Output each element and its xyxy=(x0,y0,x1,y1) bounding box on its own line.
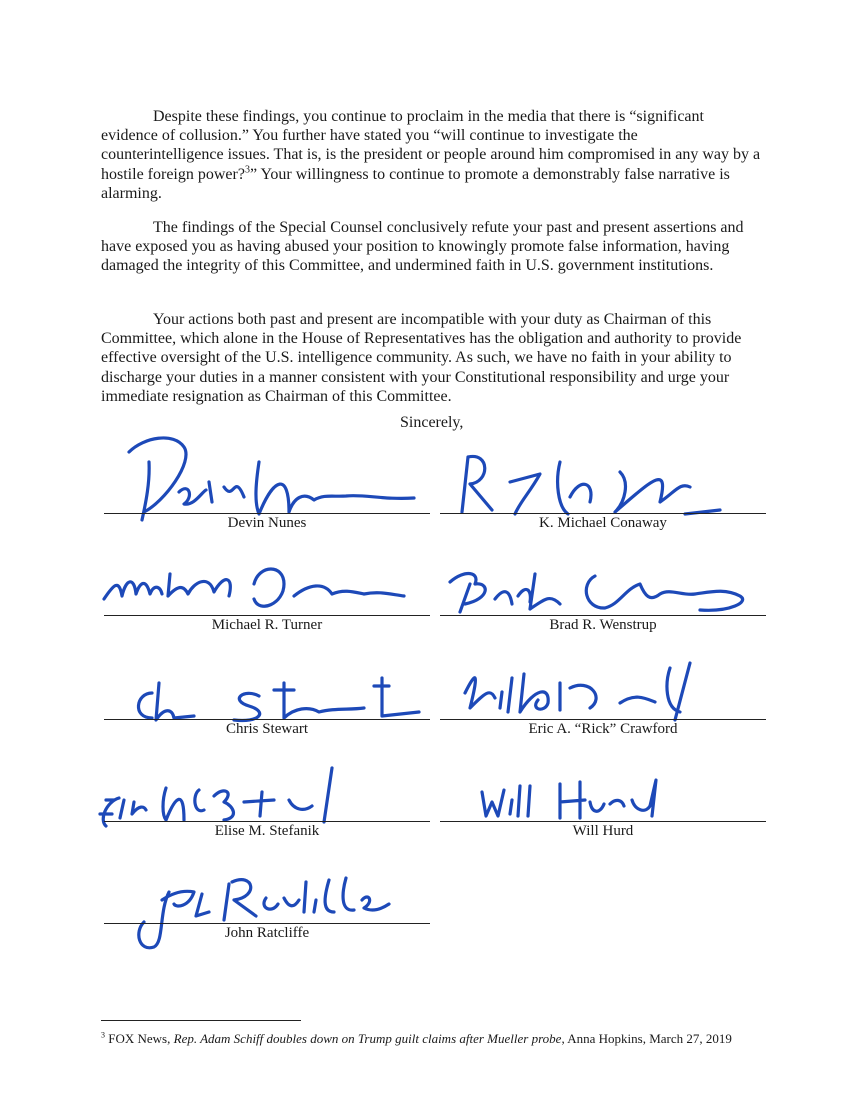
signatory-name: Eric A. “Rick” Crawford xyxy=(528,721,678,737)
paragraph-1-text-b: ” Your willingness to continue to promote a demonstrably false narrative is alarming. xyxy=(101,165,730,202)
paragraph-3: Your actions both past and present are incompatible with your duty as Chairman of this Committee, which alone in the House of Representatives has the obligation and authority to provide effective oversight of the U.S. intelligence community. As such, we have no faith in your ability to discharge your duties in a manner consistent with your Constitutional responsibility and urge your immediate resignation as Chairman of this Committee. xyxy=(101,311,742,405)
paragraph-2: The findings of the Special Counsel conclusively refute your past and present assertions and have exposed you as having abused your position to knowingly promote false information, having damaged the integrity of this Committee, and undermined faith in U.S. government institutions. xyxy=(101,219,744,275)
footnote xyxy=(101,1031,766,1047)
signatory-name: Brad R. Wenstrup xyxy=(549,617,657,633)
signature-block-ratcliffe xyxy=(104,882,430,942)
closing-salutation: Sincerely, xyxy=(400,414,464,431)
signatory-name: Will Hurd xyxy=(572,823,634,839)
signatory-name: John Ratcliffe xyxy=(224,925,310,941)
signatory-name: K. Michael Conaway xyxy=(539,515,667,531)
footnote-title: Rep. Adam Schiff doubles down on Trump guilt claims after Mueller probe xyxy=(173,1031,562,1046)
paragraph-1-text-a: Despite these findings, you continue to proclaim in the media that there is “significant evidence of collusion.” You further have stated you “will continue to investigate the counterintelligence issues. That is, is the president or people around him compromised in any way by a hostile foreign power? xyxy=(101,108,761,183)
signatory-name: Michael R. Turner xyxy=(211,617,323,633)
paragraph-1 xyxy=(101,107,763,203)
signatory-name: Elise M. Stefanik xyxy=(214,823,320,839)
footnote-divider xyxy=(101,1020,301,1021)
footnote-number: 3 xyxy=(101,1030,105,1040)
signatory-name: Chris Stewart xyxy=(225,721,309,737)
signatory-name: Devin Nunes xyxy=(227,515,307,531)
footnote-ref[interactable]: 3 xyxy=(244,164,250,176)
footnote-source: FOX News, xyxy=(108,1031,174,1046)
signature-line xyxy=(440,821,766,822)
signature-block-hurd xyxy=(440,780,766,840)
signature-line xyxy=(104,923,430,924)
footnote-rest: , Anna Hopkins, March 27, 2019 xyxy=(561,1031,732,1046)
